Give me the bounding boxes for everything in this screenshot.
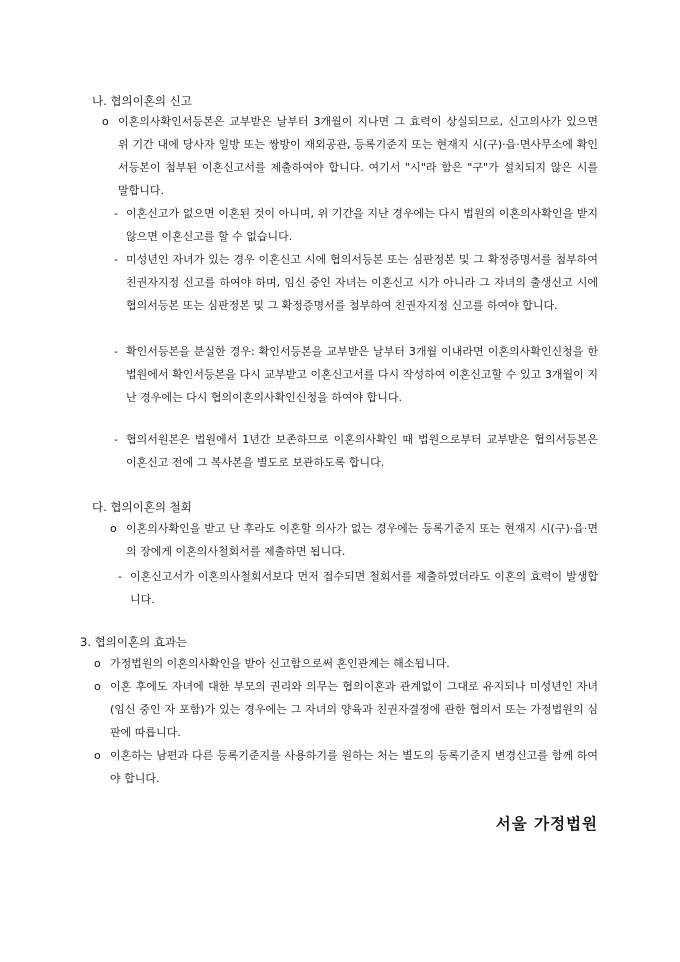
list-item — [114, 248, 598, 317]
list-item — [114, 428, 598, 474]
item-text: 이혼의사확인서등본은 교부받은 날부터 3개월이 지나면 그 효력이 상실되므로, 신고의사가 있으면 위 기간 내에 당사자 일방 또는 쌍방이 재외공관, 등록기준지 또는 현재지 시(구)·읍·면사무소에 확인서등본이 첨부된 이혼신고서를 제출하여야 합니다. 여기서 "시"라 함은 "구"가 설치되지 않은 시를 말합니다. — [118, 115, 598, 197]
bullet-circle: o — [110, 522, 117, 535]
section-heading-da: 다. 협의이혼의 철회 — [92, 500, 192, 514]
item-text: 이혼신고가 없으면 이혼된 것이 아니며, 위 기간을 지난 경우에는 다시 법원의 이혼의사확인을 받지 않으면 이혼신고를 할 수 없습니다. — [126, 207, 598, 243]
list-item — [102, 110, 598, 202]
item-text: 이혼하는 남편과 다른 등록기준지를 사용하기를 원하는 처는 별도의 등록기준지 변경신고를 함께 하여야 합니다. — [110, 749, 598, 785]
item-text: 확인서등본을 분실한 경우: 확인서등본을 교부받은 날부터 3개월 이내라면 이혼의사확인신청을 한 법원에서 확인서등본을 다시 교부받고 이혼신고서를 다시 작성하여 이혼신고할 수 있고 3개월이 지난 경우에는 다시 협의이혼의사확인신청을 하여야 합니다. — [126, 345, 598, 404]
bullet-circle: o — [94, 749, 101, 762]
bullet-circle: o — [102, 115, 109, 128]
list-item — [110, 517, 598, 563]
bullet-dash: - — [114, 345, 118, 358]
item-text: 이혼신고서가 이혼의사철회서보다 먼저 접수되면 철회서를 제출하였더라도 이혼의 효력이 발생합니다. — [130, 570, 598, 606]
bullet-circle: o — [94, 680, 101, 693]
bullet-dash: - — [114, 433, 118, 446]
item-text: 이혼의사확인을 받고 난 후라도 이혼할 의사가 없는 경우에는 등록기준지 또는 현재지 시(구)·읍·면의 장에게 이혼의사철회서를 제출하면 됩니다. — [126, 522, 598, 558]
issuer-signature: 서울 가정법원 — [495, 815, 598, 833]
item-text: 가정법원의 이혼의사확인을 받아 신고함으로써 혼인관계는 해소됩니다. — [110, 657, 450, 670]
list-item — [94, 744, 598, 790]
bullet-dash: - — [114, 253, 118, 266]
list-item — [114, 340, 598, 409]
item-text: 협의서원본은 법원에서 1년간 보존하므로 이혼의사확인 때 법원으로부터 교부받은 협의서등본은 이혼신고 전에 그 복사본을 별도로 보관하도록 합니다. — [126, 433, 598, 469]
list-item — [114, 202, 598, 248]
section-heading-na: 나. 협의이혼의 신고 — [92, 94, 192, 108]
bullet-dash: - — [118, 570, 122, 583]
list-item — [94, 675, 598, 744]
bullet-circle: o — [94, 657, 101, 670]
item-text: 이혼 후에도 자녀에 대한 부모의 권리와 의무는 협의이혼과 관계없이 그대로 유지되나 미성년인 자녀(임신 중인 자 포함)가 있는 경우에는 그 자녀의 양육과 친권자결정에 관한 협의서 또는 가정법원의 심판에 따릅니다. — [110, 680, 598, 739]
list-item — [118, 565, 598, 611]
section-heading-three: 3. 협의이혼의 효과는 — [80, 635, 188, 649]
item-text: 미성년인 자녀가 있는 경우 이혼신고 시에 협의서등본 또는 심판정본 및 그 확정증명서를 첨부하여 친권자지정 신고를 하여야 하며, 임신 중인 자녀는 이혼신고 시가 아니라 그 자녀의 출생신고 시에 협의서등본 또는 심판정본 및 그 확정증명서를 첨부하여 친권자지정 신고를 하여야 합니다. — [126, 253, 598, 312]
bullet-dash: - — [114, 207, 118, 220]
list-item — [94, 652, 598, 675]
